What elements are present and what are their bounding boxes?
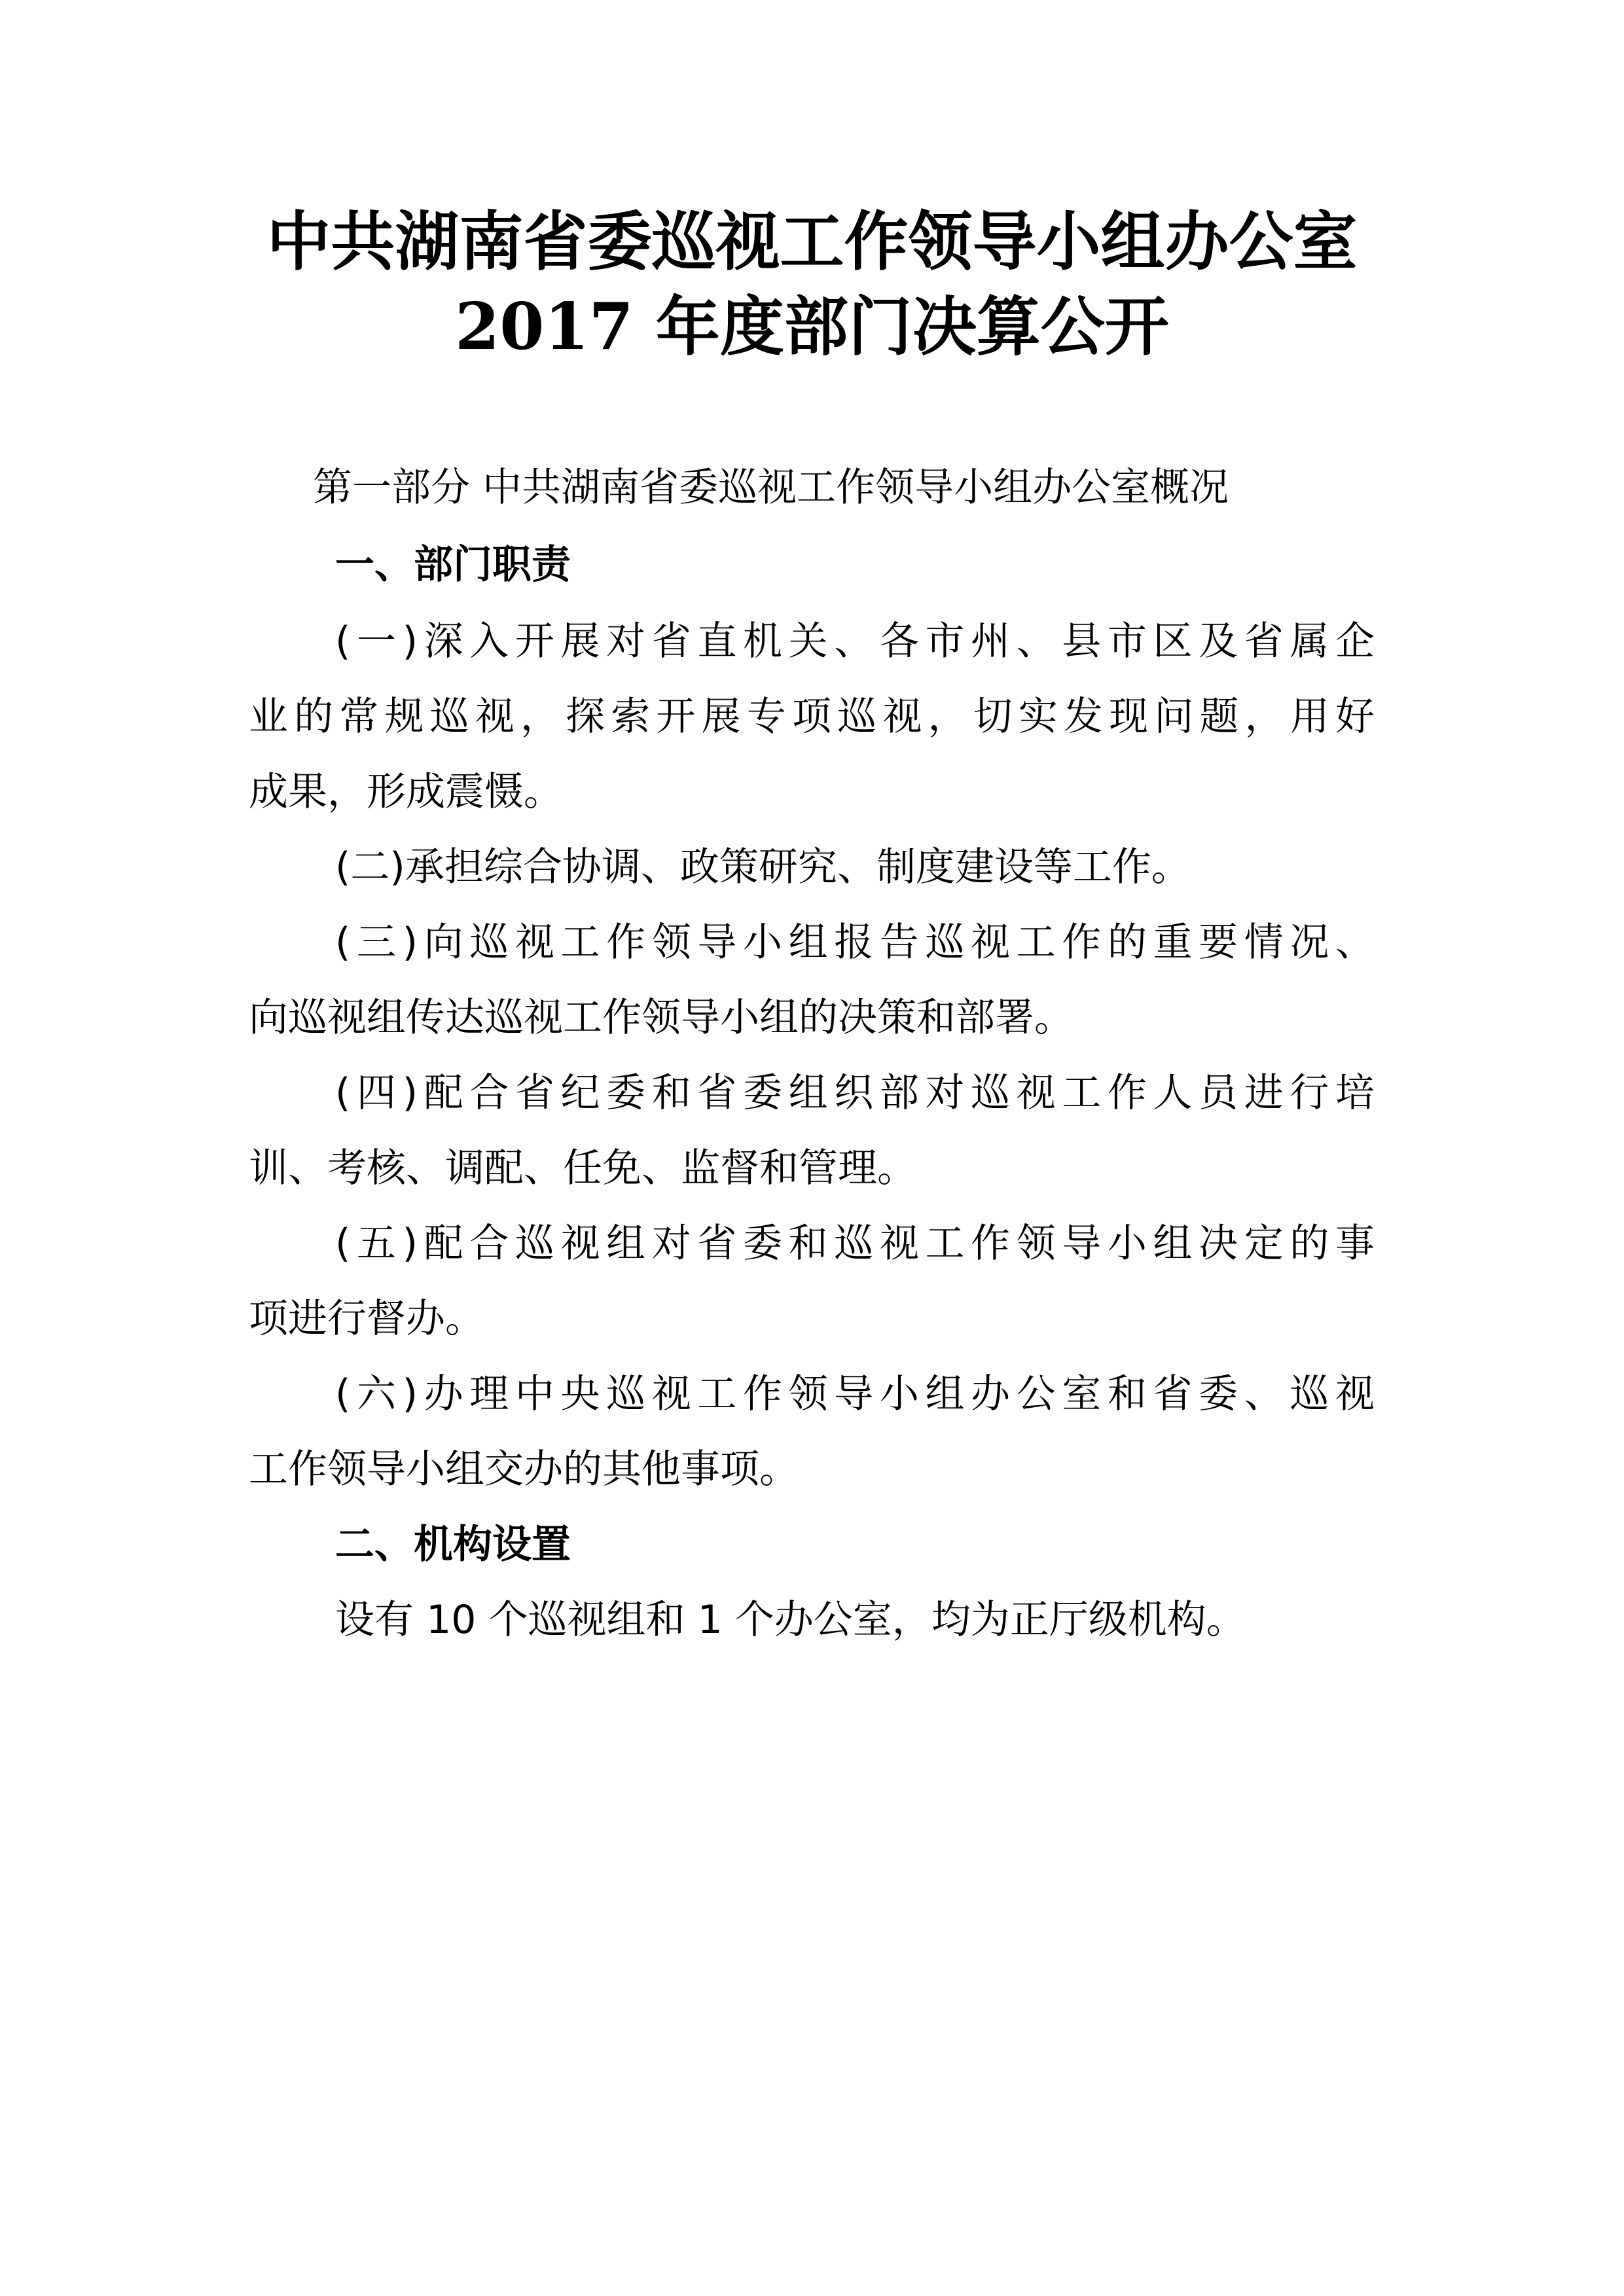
duty-item-4-line-1: (四)配合省纪委和省委组织部对巡视工作人员进行培 — [335, 1070, 1375, 1116]
duty-item-6-line-1: (六)办理中央巡视工作领导小组办公室和省委、巡视 — [335, 1371, 1375, 1417]
duty-item-1-line-1: (一)深入开展对省直机关、各市州、县市区及省属企 — [335, 619, 1375, 664]
part-one-title: 第一部分 中共湖南省委巡视工作领导小组办公室概况 — [313, 465, 1229, 511]
duty-item-4-line-2: 训、考核、调配、任免、监督和管理。 — [249, 1145, 916, 1191]
duty-item-2-line-1: (二)承担综合协调、政策研究、制度建设等工作。 — [335, 844, 1191, 890]
duty-item-1-line-3: 成果，形成震慑。 — [249, 769, 563, 815]
duty-item-5-line-2: 项进行督办。 — [249, 1296, 484, 1342]
section1-heading: 一、部门职责 — [335, 542, 571, 588]
duty-item-1-line-2: 业的常规巡视，探索开展专项巡视，切实发现问题，用好 — [249, 694, 1375, 740]
section2-heading: 二、机构设置 — [335, 1522, 571, 1568]
document-title-line2: 2017 年度部门决算公开 — [455, 289, 1169, 365]
document-title-line1: 中共湖南省委巡视工作领导小组办公室 — [266, 204, 1358, 279]
duty-item-3-line-1: (三)向巡视工作领导小组报告巡视工作的重要情况、 — [335, 920, 1375, 965]
duty-item-3-line-2: 向巡视组传达巡视工作领导小组的决策和部署。 — [249, 995, 1074, 1041]
duty-item-6-line-2: 工作领导小组交办的其他事项。 — [249, 1446, 799, 1492]
duty-item-5-line-1: (五)配合巡视组对省委和巡视工作领导小组决定的事 — [335, 1221, 1375, 1266]
section2-text: 设有 10 个巡视组和 1 个办公室，均为正厅级机构。 — [335, 1597, 1246, 1643]
